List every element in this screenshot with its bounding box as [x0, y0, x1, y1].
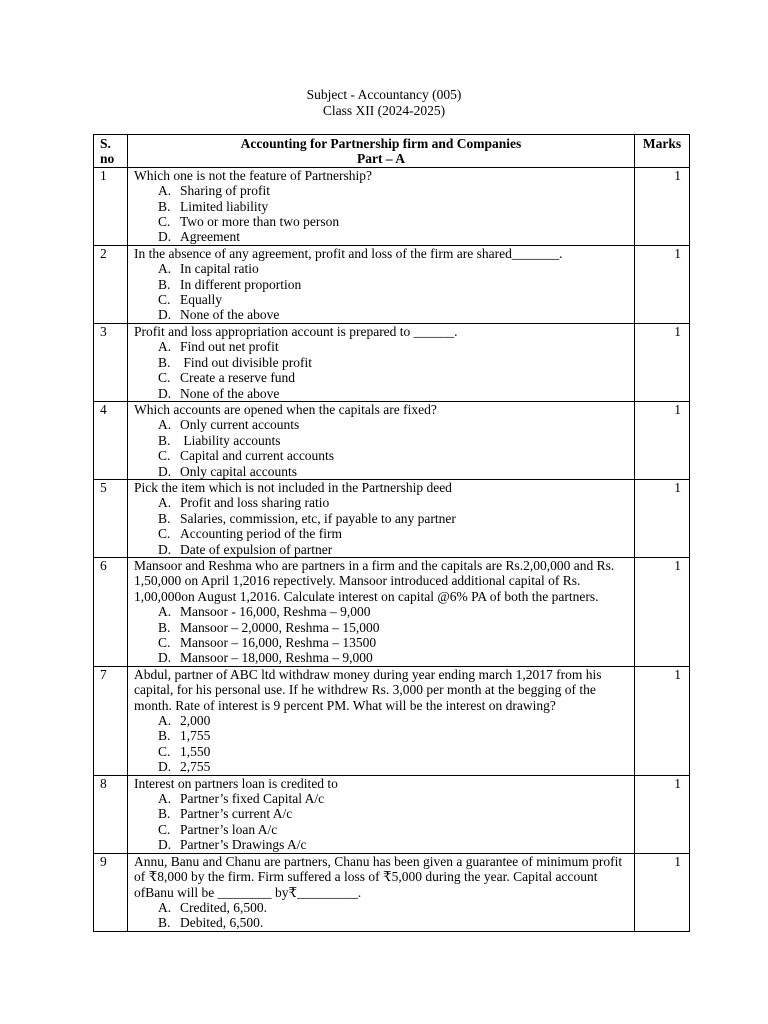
option-text: 1,550	[180, 743, 211, 759]
option-letter: A.	[158, 261, 172, 277]
option-list	[134, 261, 628, 323]
option-text: 1,755	[180, 728, 211, 744]
list-item	[158, 261, 628, 276]
question-cell	[128, 401, 635, 479]
option-text: Only current accounts	[180, 417, 300, 433]
option-list	[134, 183, 628, 245]
question-cell	[128, 853, 635, 931]
list-item	[158, 791, 628, 806]
list-item	[158, 511, 628, 526]
list-item	[158, 292, 628, 307]
option-text: Sharing of profit	[180, 183, 270, 199]
option-letter: C.	[158, 743, 171, 759]
list-item	[158, 604, 628, 619]
marks-cell: 1	[635, 323, 690, 401]
option-letter: A.	[158, 791, 172, 807]
option-text: Create a reserve fund	[180, 370, 296, 386]
col-header-marks: Marks	[635, 135, 690, 168]
col-header-sno: S. no	[94, 135, 128, 168]
option-text: None of the above	[180, 307, 280, 323]
table-row	[94, 853, 690, 931]
list-item	[158, 433, 628, 448]
option-text: Agreement	[180, 229, 240, 245]
option-letter: C.	[158, 292, 171, 308]
marks-cell: 1	[635, 666, 690, 775]
option-letter: B.	[158, 915, 171, 931]
option-list	[134, 900, 628, 931]
table-row	[94, 167, 690, 245]
marks-cell: 1	[635, 853, 690, 931]
option-letter: B.	[158, 510, 171, 526]
question-cell	[128, 557, 635, 666]
list-item	[158, 526, 628, 541]
option-letter: D.	[158, 759, 172, 775]
question-rows	[94, 167, 690, 931]
marks-cell: 1	[635, 401, 690, 479]
list-item	[158, 229, 628, 244]
option-text: Liability accounts	[180, 432, 281, 448]
table-row	[94, 479, 690, 557]
table-header-row	[94, 135, 690, 168]
list-item	[158, 183, 628, 198]
option-letter: C.	[158, 370, 171, 386]
table-row	[94, 666, 690, 775]
question-cell	[128, 666, 635, 775]
option-letter: B.	[158, 354, 171, 370]
option-list	[134, 417, 628, 479]
list-item	[158, 900, 628, 915]
question-text: Annu, Banu and Chanu are partners, Chanu has been given a guarantee of minimum profit of ₹8,000 by the firm. Firm suffered a loss of ₹5,000 during the year. Capital account ofBanu will be ________ by₹_________.	[134, 853, 623, 900]
col-header-title	[128, 135, 635, 168]
list-item	[158, 620, 628, 635]
option-text: Debited, 6,500.	[180, 915, 264, 931]
list-item	[158, 837, 628, 852]
option-letter: B.	[158, 432, 171, 448]
paper-header	[0, 87, 768, 118]
question-number: 8	[94, 775, 128, 853]
table-row	[94, 245, 690, 323]
option-letter: C.	[158, 214, 171, 230]
table-row	[94, 323, 690, 401]
list-item	[158, 759, 628, 774]
option-text: Credited, 6,500.	[180, 899, 267, 915]
list-item	[158, 728, 628, 743]
list-item	[158, 713, 628, 728]
option-letter: A.	[158, 339, 172, 355]
marks-cell: 1	[635, 557, 690, 666]
marks-cell: 1	[635, 167, 690, 245]
option-letter: A.	[158, 604, 172, 620]
question-cell	[128, 479, 635, 557]
option-letter: B.	[158, 198, 171, 214]
list-item	[158, 806, 628, 821]
option-letter: D.	[158, 229, 172, 245]
table-row	[94, 401, 690, 479]
option-text: Mansoor – 2,0000, Reshma – 15,000	[180, 619, 380, 635]
option-letter: D.	[158, 385, 172, 401]
option-letter: C.	[158, 526, 171, 542]
question-cell	[128, 167, 635, 245]
question-cell	[128, 775, 635, 853]
question-number: 5	[94, 479, 128, 557]
option-letter: D.	[158, 541, 172, 557]
option-letter: A.	[158, 899, 172, 915]
question-number: 6	[94, 557, 128, 666]
option-text: Mansoor – 16,000, Reshma – 13500	[180, 635, 377, 650]
option-text: Find out divisible profit	[180, 354, 313, 370]
option-letter: B.	[158, 728, 171, 744]
list-item	[158, 214, 628, 229]
option-text: None of the above	[180, 385, 280, 401]
list-item	[158, 417, 628, 432]
option-text: Profit and loss sharing ratio	[180, 495, 330, 511]
option-letter: B.	[158, 619, 171, 635]
option-text: Partner’s loan A/c	[180, 821, 278, 837]
list-item	[158, 355, 628, 370]
question-text: In the absence of any agreement, profit and loss of the firm are shared_______.	[134, 245, 563, 261]
list-item	[158, 822, 628, 837]
option-text: Partner’s fixed Capital A/c	[180, 791, 325, 807]
option-letter: A.	[158, 183, 172, 199]
option-text: Partner’s Drawings A/c	[180, 837, 307, 853]
question-number: 4	[94, 401, 128, 479]
option-text: Only capital accounts	[180, 463, 297, 479]
question-number: 7	[94, 666, 128, 775]
marks-cell: 1	[635, 479, 690, 557]
question-number: 1	[94, 167, 128, 245]
option-letter: D.	[158, 837, 172, 853]
option-text: Two or more than two person	[180, 214, 340, 230]
list-item	[158, 277, 628, 292]
subject-line: Subject - Accountancy (005)	[306, 87, 462, 102]
list-item	[158, 464, 628, 479]
list-item	[158, 744, 628, 759]
option-letter: D.	[158, 307, 172, 323]
question-table	[93, 134, 690, 932]
question-text: Pick the item which is not included in the Partnership deed	[134, 479, 452, 495]
question-cell	[128, 245, 635, 323]
option-text: Limited liability	[180, 198, 269, 214]
option-list	[134, 791, 628, 853]
option-text: In different proportion	[180, 276, 302, 292]
option-text: In capital ratio	[180, 261, 259, 277]
section-title: Accounting for Partnership firm and Companies	[240, 136, 522, 151]
list-item	[158, 635, 628, 650]
option-text: Salaries, commission, etc, if payable to any partner	[180, 510, 456, 526]
question-text: Abdul, partner of ABC ltd withdraw money during year ending march 1,2017 from his capital, for his personal use. If he withdrew Rs. 3,000 per month at the begging of the month. Rate of interest is 9 percent PM. What will be the interest on drawing?	[134, 666, 602, 713]
list-item	[158, 542, 628, 557]
option-text: Capital and current accounts	[180, 448, 335, 464]
option-letter: A.	[158, 713, 172, 729]
question-number: 9	[94, 853, 128, 931]
option-letter: D.	[158, 463, 172, 479]
option-list	[134, 604, 628, 666]
marks-cell: 1	[635, 775, 690, 853]
question-text: Interest on partners loan is credited to	[134, 775, 338, 791]
question-text: Which one is not the feature of Partnership?	[134, 167, 373, 183]
option-list	[134, 713, 628, 775]
option-text: Accounting period of the firm	[180, 526, 342, 542]
question-number: 2	[94, 245, 128, 323]
list-item	[158, 307, 628, 322]
option-letter: C.	[158, 821, 171, 837]
option-text: Find out net profit	[180, 339, 279, 355]
question-text: Which accounts are opened when the capitals are fixed?	[134, 401, 437, 417]
option-text: Partner’s current A/c	[180, 806, 293, 822]
list-item	[158, 650, 628, 665]
option-text: 2,755	[180, 759, 211, 775]
option-text: Date of expulsion of partner	[180, 541, 333, 557]
part-title: Part – A	[357, 151, 405, 167]
option-list	[134, 339, 628, 401]
list-item	[158, 495, 628, 510]
table-row	[94, 557, 690, 666]
option-letter: D.	[158, 650, 172, 666]
option-letter: C.	[158, 448, 171, 464]
option-letter: A.	[158, 495, 172, 511]
list-item	[158, 370, 628, 385]
option-list	[134, 495, 628, 557]
option-text: Mansoor - 16,000, Reshma – 9,000	[180, 604, 371, 620]
list-item	[158, 915, 628, 930]
question-text: Mansoor and Reshma who are partners in a firm and the capitals are Rs.2,00,000 and Rs. 1,50,000 on April 1,2016 repectively. Mansoor introduced additional capital of Rs. 1,00,000on August 1,2016. Calculate interest on capital @6% PA of both the partners.	[134, 557, 615, 604]
table-row	[94, 775, 690, 853]
option-letter: C.	[158, 635, 171, 650]
option-letter: A.	[158, 417, 172, 433]
class-line: Class XII (2024-2025)	[322, 102, 446, 118]
option-text: Mansoor – 18,000, Reshma – 9,000	[180, 650, 373, 666]
marks-cell: 1	[635, 245, 690, 323]
list-item	[158, 199, 628, 214]
option-letter: B.	[158, 276, 171, 292]
question-text: Profit and loss appropriation account is prepared to ______.	[134, 323, 458, 339]
question-number: 3	[94, 323, 128, 401]
option-text: 2,000	[180, 713, 211, 729]
option-text: Equally	[180, 292, 222, 308]
option-letter: B.	[158, 806, 171, 822]
list-item	[158, 339, 628, 354]
list-item	[158, 386, 628, 401]
question-cell	[128, 323, 635, 401]
list-item	[158, 448, 628, 463]
